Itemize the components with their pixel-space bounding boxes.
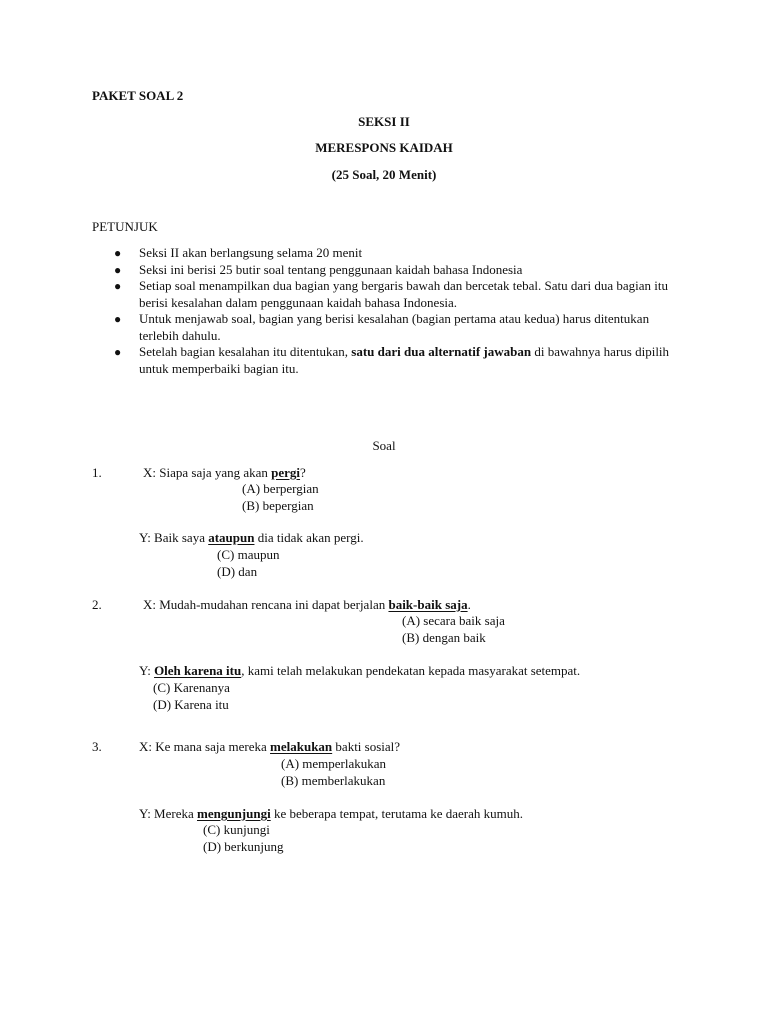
y-key-phrase: Oleh karena itu (154, 663, 242, 678)
x-key-phrase: baik-baik saja (388, 597, 468, 612)
soal-label: Soal (372, 438, 396, 453)
instruction-text: Setiap soal menampilkan dua bagian yang bergaris bawah dan bercetak tebal. Satu dari dua bagian itu berisi kesalahan dalam penggunaan kaidah bahasa Indonesia. (139, 278, 668, 310)
instruction-text: Seksi ini berisi 25 butir soal tentang penggunaan kaidah bahasa Indonesia (139, 261, 523, 277)
option-c: (C) maupun (217, 547, 280, 562)
option-a: (A) berpergian (242, 481, 319, 496)
instruction-item (114, 245, 674, 262)
instruction-item (114, 278, 674, 311)
y-key-phrase: ataupun (208, 530, 255, 545)
x-text-pre: X: Mudah-mudahan rencana ini dapat berjalan (143, 597, 389, 612)
x-text-post: bakti sosial? (332, 739, 401, 754)
y-text-pre: Y: Baik saya (139, 530, 209, 545)
x-text-post: . (467, 597, 471, 612)
bullet-icon: ● (114, 262, 122, 277)
y-text-pre: Y: (139, 663, 155, 678)
option-c: (C) Karenanya (153, 680, 230, 695)
instruction-text: Untuk menjawab soal, bagian yang berisi kesalahan (bagian pertama atau kedua) harus ditentukan terlebih dahulu. (139, 311, 650, 343)
bullet-icon: ● (114, 279, 122, 293)
petunjuk-label: PETUNJUK (92, 219, 158, 234)
paket-title: PAKET SOAL 2 (92, 88, 184, 103)
x-text-post: ? (300, 465, 306, 480)
x-key-phrase: pergi (271, 465, 301, 480)
instruction-text: Seksi II akan berlangsung selama 20 menit (139, 245, 363, 260)
question-x-line (139, 739, 400, 755)
option-d: (D) dan (217, 564, 258, 579)
y-text-post: ke beberapa tempat, terutama ke daerah kumuh. (270, 806, 524, 821)
y-text-pre: Y: Mereka (139, 806, 198, 821)
section-title: SEKSI II (358, 114, 410, 129)
question-number: 1. (92, 465, 102, 480)
option-d: (D) Karena itu (153, 697, 229, 712)
x-text-pre: X: Siapa saja yang akan (143, 465, 272, 480)
option-a: (A) memperlakukan (281, 756, 387, 771)
question-number: 2. (92, 597, 102, 612)
instruction-text-bold: satu dari dua alternatif jawaban (351, 344, 532, 359)
question-x-line (143, 465, 306, 481)
section-subtitle: MERESPONS KAIDAH (315, 140, 453, 155)
option-a: (A) secara baik saja (402, 613, 505, 628)
bullet-icon: ● (114, 312, 122, 326)
instruction-text-pre: Setelah bagian kesalahan itu ditentukan, (139, 344, 352, 359)
option-b: (B) bepergian (242, 498, 314, 513)
x-key-phrase: melakukan (270, 739, 333, 754)
option-b: (B) dengan baik (402, 630, 486, 645)
instruction-item (114, 262, 674, 279)
instruction-item (114, 344, 674, 377)
y-text-post: , kami telah melakukan pendekatan kepada masyarakat setempat. (241, 663, 581, 678)
question-y-line (139, 806, 523, 822)
question-x-line (143, 597, 471, 613)
instruction-list (114, 245, 674, 377)
y-key-phrase: mengunjungi (197, 806, 271, 821)
instruction-item (114, 311, 674, 344)
y-text-post: dia tidak akan pergi. (254, 530, 364, 545)
question-y-line (139, 663, 580, 679)
bullet-icon: ● (114, 246, 122, 260)
option-b: (B) memberlakukan (281, 773, 386, 788)
bullet-icon: ● (114, 345, 122, 359)
option-d: (D) berkunjung (203, 839, 284, 854)
section-meta: (25 Soal, 20 Menit) (331, 167, 437, 182)
instruction-text-post: di bawahnya harus dipilih untuk memperbaiki bagian itu. (139, 344, 670, 376)
question-number: 3. (92, 739, 102, 754)
question-y-line (139, 530, 364, 546)
x-text-pre: X: Ke mana saja mereka (139, 739, 271, 754)
option-c: (C) kunjungi (203, 822, 270, 837)
